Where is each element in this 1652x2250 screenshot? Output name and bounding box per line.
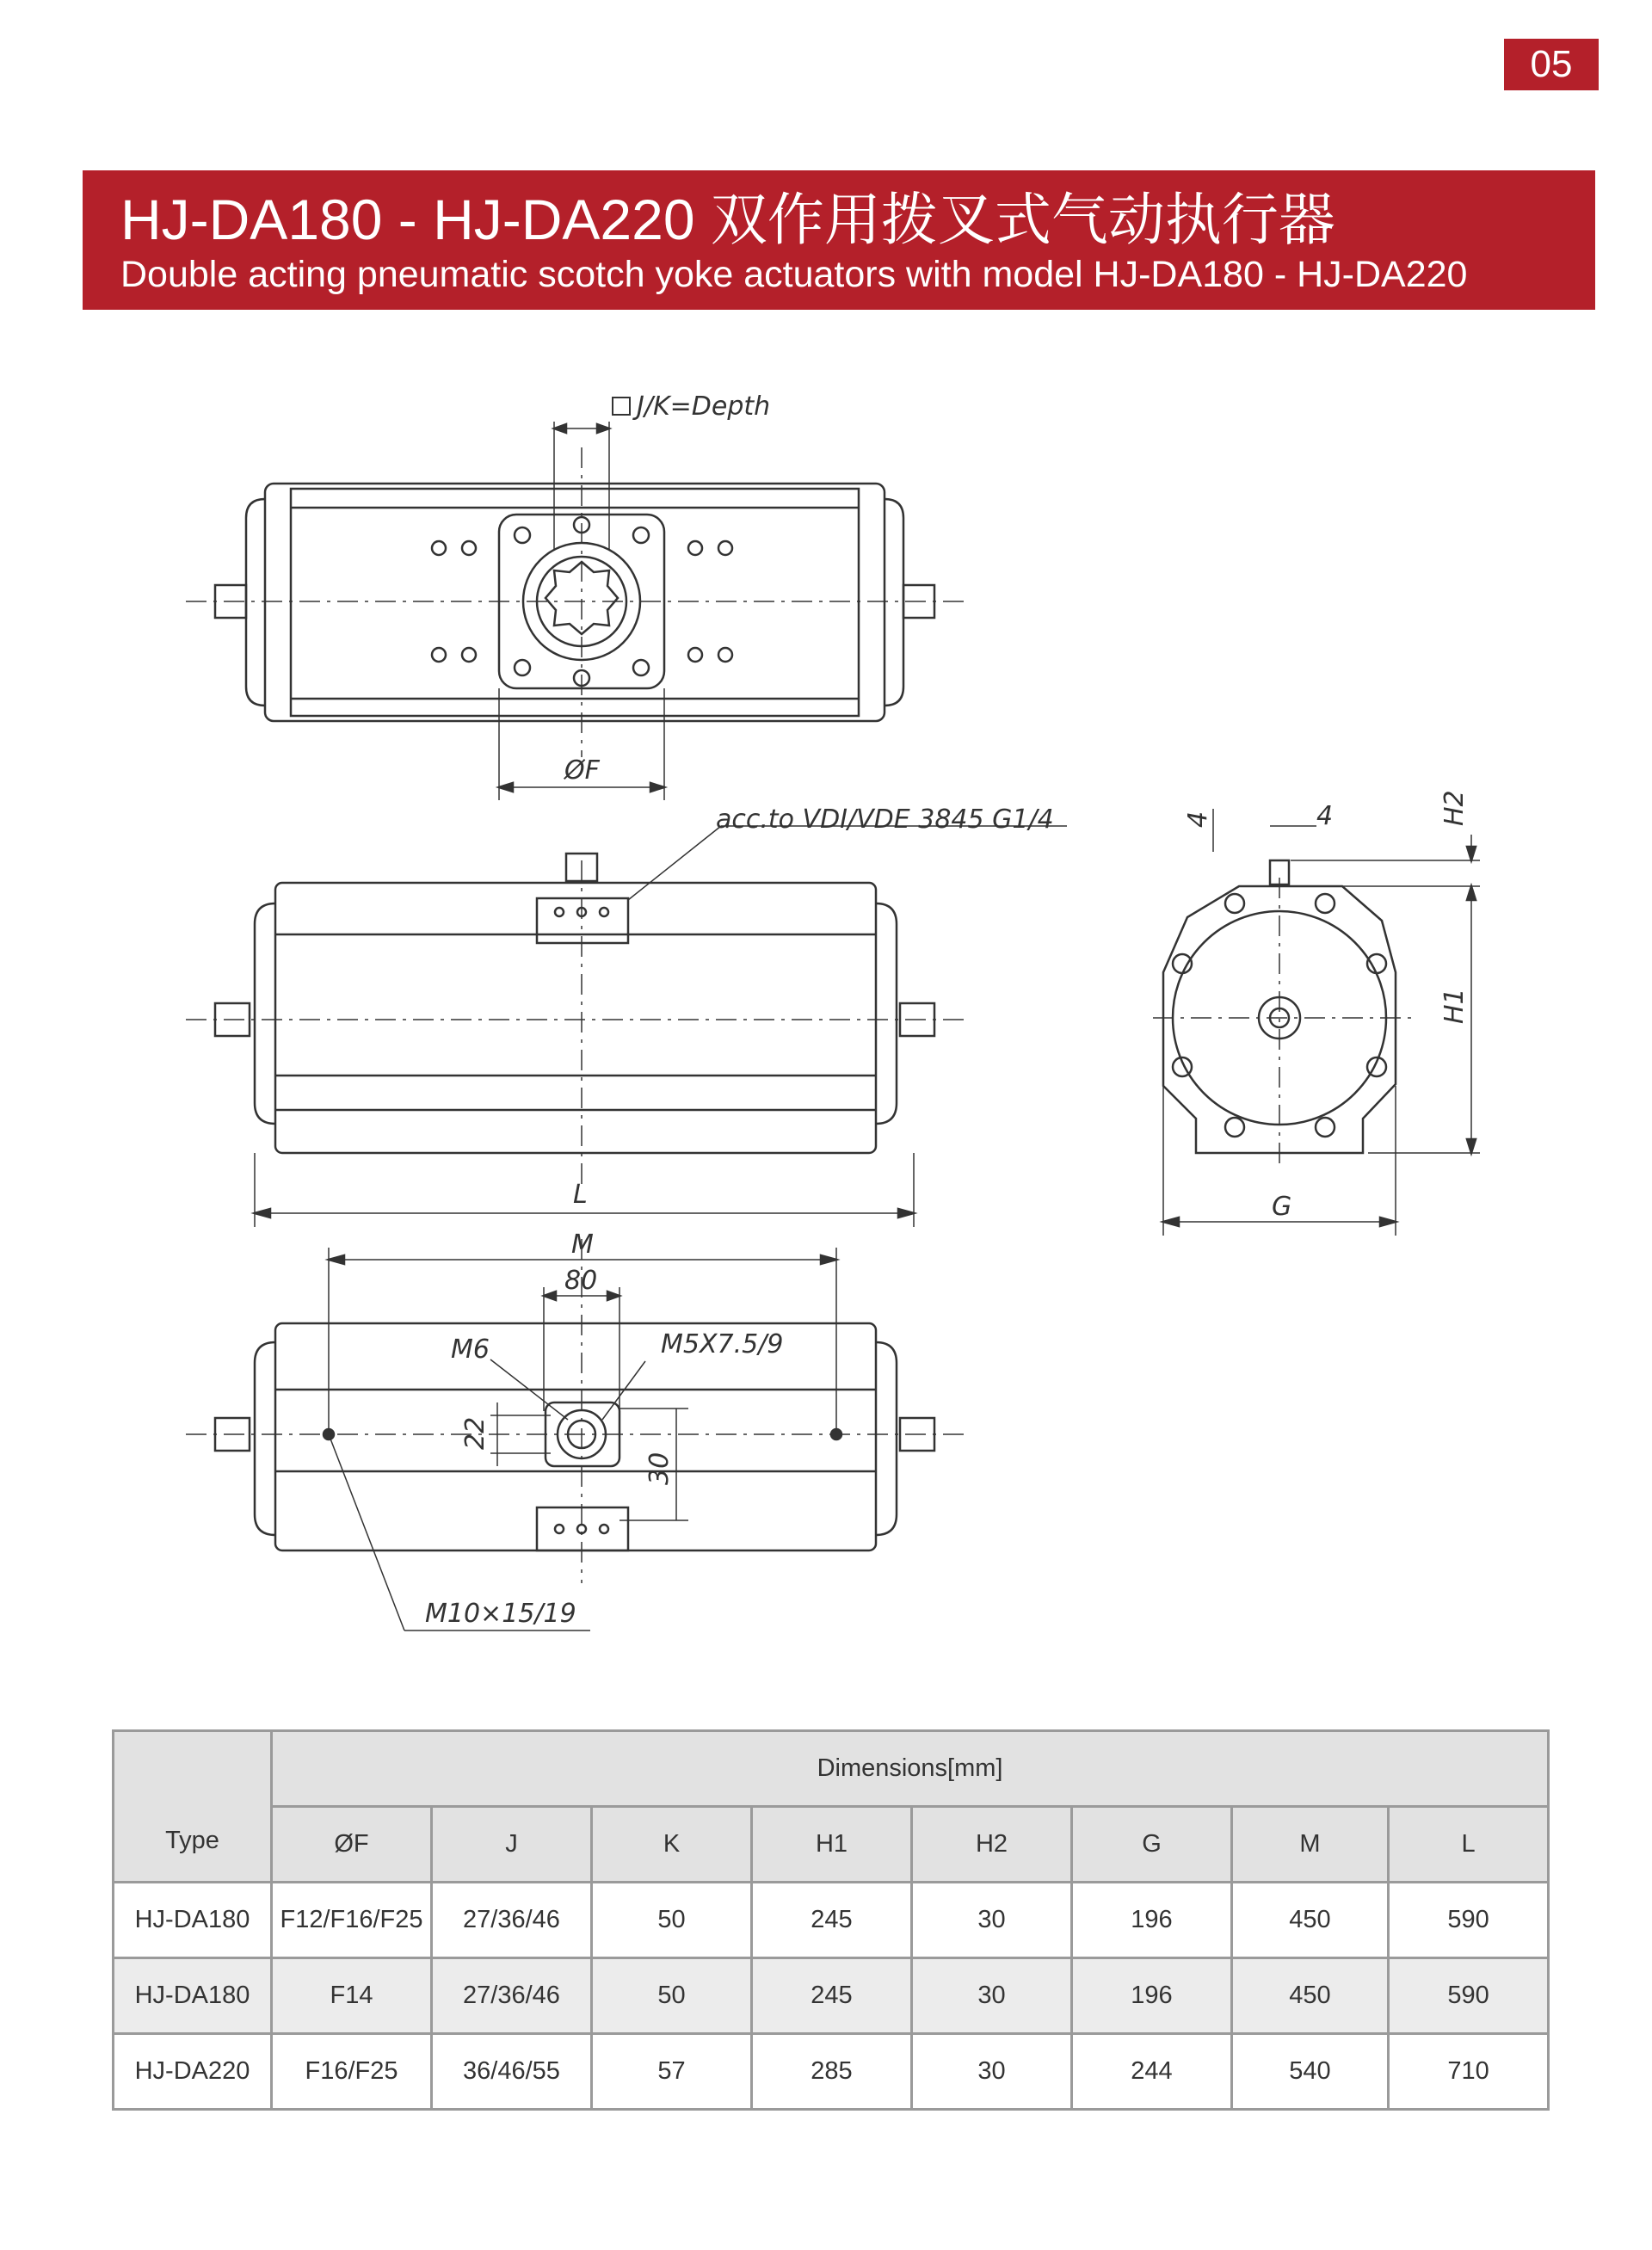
col-header-g: G — [1072, 1807, 1232, 1883]
row-type: HJ-DA180 — [114, 1883, 272, 1958]
cell-j: 27/36/46 — [432, 1883, 592, 1958]
label-height-h1: H1 — [1439, 988, 1470, 1024]
label-diameter-f: ØF — [564, 755, 600, 786]
label-port-note: acc.to VDI/VDE 3845 G1/4 — [716, 804, 1054, 835]
front-view — [186, 826, 1067, 1227]
cell-h1: 245 — [752, 1958, 912, 2034]
label-d22: 22 — [460, 1416, 490, 1450]
cell-j: 27/36/46 — [432, 1958, 592, 2034]
cell-g: 196 — [1072, 1958, 1232, 2034]
cell-h1: 285 — [752, 2034, 912, 2110]
cell-k: 50 — [592, 1883, 752, 1958]
cell-m: 450 — [1232, 1958, 1389, 2034]
cell-g: 196 — [1072, 1883, 1232, 1958]
cell-l: 590 — [1389, 1958, 1549, 2034]
table-row — [114, 2034, 1549, 2110]
cell-f: F14 — [272, 1958, 432, 2034]
col-header-j: J — [432, 1807, 592, 1883]
cell-h2: 30 — [912, 1958, 1072, 2034]
dimensions-group-header: Dimensions[mm] — [272, 1731, 1549, 1807]
label-gap-left: 4 — [1183, 811, 1213, 828]
table-row — [114, 1958, 1549, 2034]
cell-l: 710 — [1389, 2034, 1549, 2110]
label-m6: M6 — [451, 1335, 490, 1365]
dimensions-table — [112, 1729, 1550, 2111]
cell-m: 540 — [1232, 2034, 1389, 2110]
label-m10: M10×15/19 — [425, 1599, 576, 1629]
label-d30: 30 — [644, 1452, 675, 1485]
row-type: HJ-DA180 — [114, 1958, 272, 2034]
cell-h1: 245 — [752, 1883, 912, 1958]
cell-f: F16/F25 — [272, 2034, 432, 2110]
cell-g: 244 — [1072, 2034, 1232, 2110]
col-header-h2: H2 — [912, 1807, 1072, 1883]
cell-h2: 30 — [912, 2034, 1072, 2110]
table-row — [114, 1883, 1549, 1958]
cell-k: 50 — [592, 1958, 752, 2034]
col-header-h1: H1 — [752, 1807, 912, 1883]
cell-m: 450 — [1232, 1883, 1389, 1958]
bottom-view — [186, 1239, 964, 1630]
label-m-dim: M — [571, 1230, 594, 1260]
col-header-m: M — [1232, 1807, 1389, 1883]
cell-j: 36/46/55 — [432, 2034, 592, 2110]
title-chinese: HJ-DA180 - HJ-DA220 双作用拨叉式气动执行器 — [120, 188, 1335, 251]
label-depth: J/K=Depth — [637, 391, 771, 422]
label-m5: M5X7.5/9 — [661, 1329, 784, 1359]
cell-h2: 30 — [912, 1883, 1072, 1958]
top-view — [186, 398, 964, 800]
label-height-h2: H2 — [1439, 790, 1470, 826]
side-view — [1153, 809, 1480, 1236]
label-gap-right: 4 — [1316, 801, 1334, 831]
label-width-g: G — [1272, 1192, 1292, 1222]
type-header: Type — [114, 1731, 272, 1883]
label-length: L — [573, 1180, 588, 1210]
row-type: HJ-DA220 — [114, 2034, 272, 2110]
col-header-f: ØF — [272, 1807, 432, 1883]
title-english: Double acting pneumatic scotch yoke actuators with model HJ-DA180 - HJ-DA220 — [120, 254, 1468, 295]
label-d80: 80 — [564, 1266, 598, 1296]
cell-l: 590 — [1389, 1883, 1549, 1958]
col-header-k: K — [592, 1807, 752, 1883]
col-header-l: L — [1389, 1807, 1549, 1883]
cell-k: 57 — [592, 2034, 752, 2110]
page-number-badge: 05 — [1504, 39, 1599, 90]
cell-f: F12/F16/F25 — [272, 1883, 432, 1958]
